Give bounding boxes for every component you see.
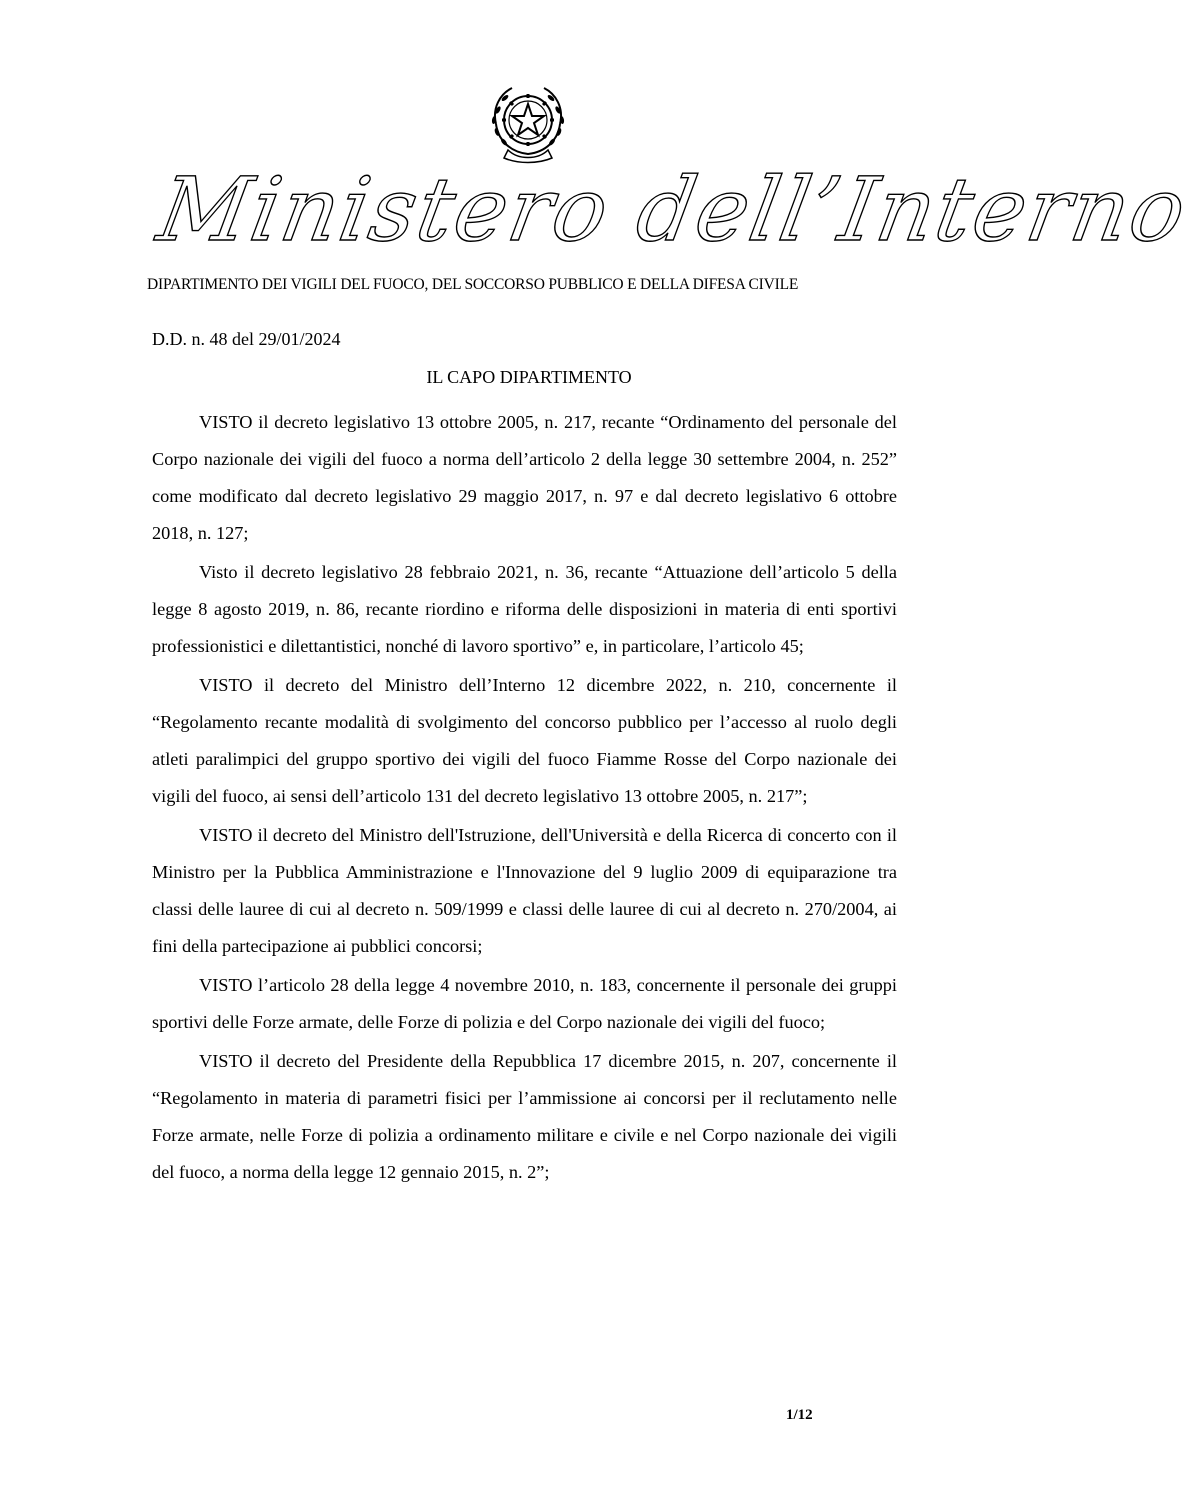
- paragraph: VISTO l’articolo 28 della legge 4 novembre 2010, n. 183, concernente il personale dei gruppi sportivi delle Forze armate, delle Forze di polizia e del Corpo nazionale dei vigili del fuoco;: [152, 975, 897, 1032]
- decree-number: D.D. n. 48 del 29/01/2024: [152, 329, 341, 349]
- paragraph: VISTO il decreto del Ministro dell'Istruzione, dell'Università e della Ricerca di concerto con il Ministro per la Pubblica Amministrazione e l'Innovazione del 9 luglio 2009 di equiparazione tra classi delle lauree di cui al decreto n. 509/1999 e classi delle lauree di cui al decreto n. 270/2004, ai fini della partecipazione ai pubblici concorsi;: [152, 825, 897, 956]
- department-heading: DIPARTIMENTO DEI VIGILI DEL FUOCO, DEL SOCCORSO PUBBLICO E DELLA DIFESA CIVILE: [147, 276, 799, 293]
- ministry-logo: Ministero dell’Interno: [151, 158, 1195, 261]
- paragraph: VISTO il decreto del Presidente della Repubblica 17 dicembre 2015, n. 207, concernente il “Regolamento in materia di parametri fisici per l’ammissione ai concorsi per il reclutamento nelle Forze armate, nelle Forze di polizia a ordinamento militare e civile e nel Corpo nazionale dei vigili del fuoco, a norma della legge 12 gennaio 2015, n. 2”;: [152, 1051, 897, 1182]
- paragraph: VISTO il decreto del Ministro dell’Interno 12 dicembre 2022, n. 210, concernente il “Regolamento recante modalità di svolgimento del concorso pubblico per l’accesso al ruolo degli atleti paralimpici del gruppo sportivo dei vigili del fuoco Fiamme Rosse del Corpo nazionale dei vigili del fuoco, ai sensi dell’articolo 131 del decreto legislativo 13 ottobre 2005, n. 217”;: [152, 675, 897, 806]
- page-number: 1/12: [786, 1407, 813, 1423]
- document-body: [152, 404, 897, 1193]
- paragraph: Visto il decreto legislativo 28 febbraio 2021, n. 36, recante “Attuazione dell’articolo 5 della legge 8 agosto 2019, n. 86, recante riordino e riforma delle disposizioni in materia di enti sportivi professionistici e dilettantistici, nonché di lavoro sportivo” e, in particolare, l’articolo 45;: [152, 562, 897, 656]
- paragraph: VISTO il decreto legislativo 13 ottobre 2005, n. 217, recante “Ordinamento del personale del Corpo nazionale dei vigili del fuoco a norma dell’articolo 2 della legge 30 settembre 2004, n. 252” come modificato dal decreto legislativo 29 maggio 2017, n. 97 e dal decreto legislativo 6 ottobre 2018, n. 127;: [152, 412, 897, 543]
- italian-republic-emblem-icon: [478, 80, 578, 164]
- issuer-title: IL CAPO DIPARTIMENTO: [426, 367, 632, 387]
